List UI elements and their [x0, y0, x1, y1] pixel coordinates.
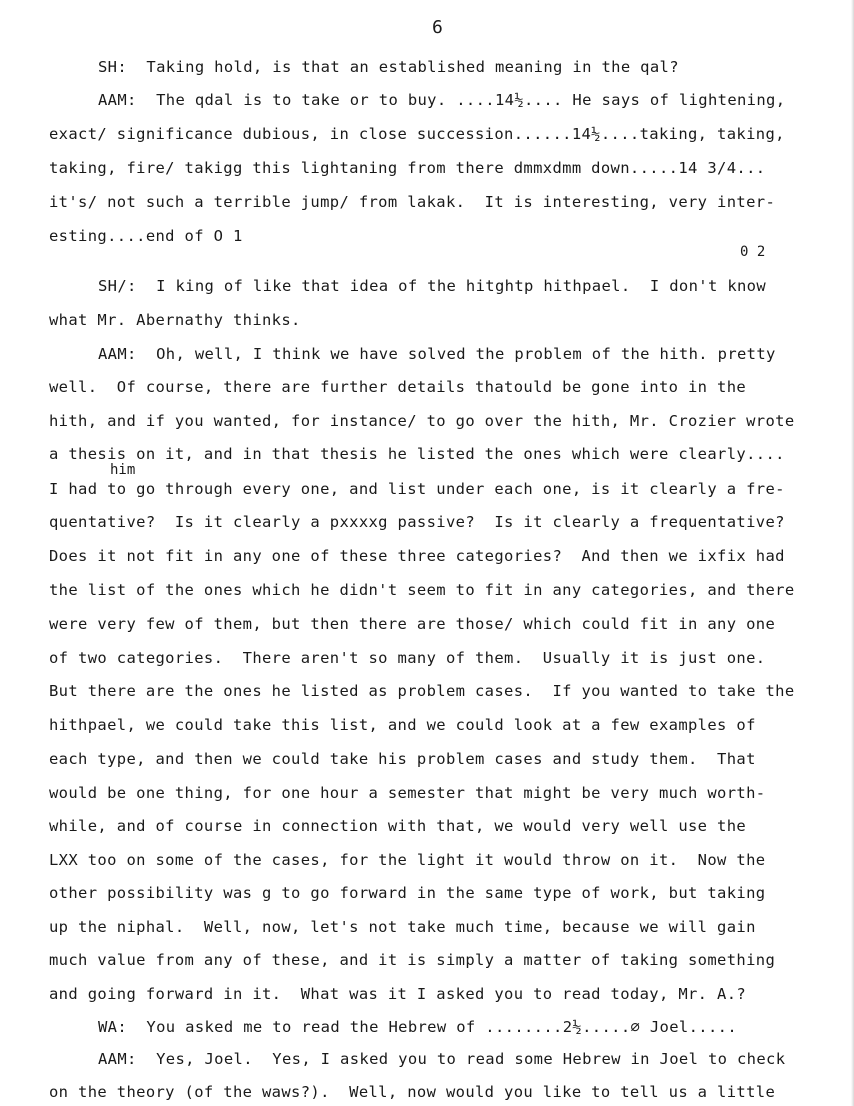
transcript-line: quentative? Is it clearly a pxxxxg passive? Is it clearly a frequentative?: [49, 513, 785, 531]
transcript-line: SH/: I king of like that idea of the hitghtp hithpael. I don't know: [98, 277, 767, 295]
transcript-line: would be one thing, for one hour a semester that might be very much worth-: [49, 784, 766, 802]
page-number: 6: [432, 17, 443, 38]
transcript-line: AAM: Oh, well, I think we have solved the problem of the hith. pretty: [98, 345, 776, 363]
transcript-line: WA: You asked me to read the Hebrew of ........2½.....∅ Joel.....: [98, 1018, 737, 1036]
transcript-line: SH: Taking hold, is that an established meaning in the qal?: [98, 58, 679, 76]
transcript-line: up the niphal. Well, now, let's not take much time, because we will gain: [49, 918, 756, 936]
transcript-line: AAM: The qdal is to take or to buy. ....14½.... He says of lightening,: [98, 91, 786, 109]
transcript-line: esting....end of O 1: [49, 227, 243, 245]
transcript-line: of two categories. There aren't so many of them. Usually it is just one.: [49, 649, 766, 667]
transcript-line: the list of the ones which he didn't seem to fit in any categories, and there: [49, 581, 795, 599]
transcript-line: other possibility was g to go forward in the same type of work, but taking: [49, 884, 766, 902]
transcript-line: each type, and then we could take his problem cases and study them. That: [49, 750, 756, 768]
transcript-line: were very few of them, but then there are those/ which could fit in any one: [49, 615, 776, 633]
transcript-line: hith, and if you wanted, for instance/ to go over the hith, Mr. Crozier wrote: [49, 412, 795, 430]
transcript-line: what Mr. Abernathy thinks.: [49, 311, 301, 329]
transcript-line: hithpael, we could take this list, and we could look at a few examples of: [49, 716, 756, 734]
section-marker: 0 2: [740, 244, 766, 260]
transcript-line: taking, fire/ takigg this lightaning from there dmmxdmm down.....14 3/4...: [49, 159, 766, 177]
transcript-line: it's/ not such a terrible jump/ from lakak. It is interesting, very inter-: [49, 193, 776, 211]
transcript-line: and going forward in it. What was it I asked you to read today, Mr. A.?: [49, 985, 747, 1003]
transcript-line: on the theory (of the waws?). Well, now would you like to tell us a little: [49, 1083, 776, 1101]
transcript-line: exact/ significance dubious, in close succession......14½....taking, taking,: [49, 125, 785, 143]
transcript-line: well. Of course, there are further details thatould be gone into in the: [49, 378, 747, 396]
transcript-line: Does it not fit in any one of these three categories? And then we ixfix had: [49, 547, 785, 565]
transcript-line: much value from any of these, and it is simply a matter of taking something: [49, 951, 776, 969]
interlinear-insert: him: [110, 462, 136, 478]
transcript-line: while, and of course in connection with that, we would very well use the: [49, 817, 747, 835]
transcript-line: LXX too on some of the cases, for the light it would throw on it. Now the: [49, 851, 766, 869]
transcript-line: I had to go through every one, and list under each one, is it clearly a fre-: [49, 480, 785, 498]
transcript-line: a thesis on it, and in that thesis he listed the ones which were clearly....: [49, 445, 785, 463]
transcript-line: AAM: Yes, Joel. Yes, I asked you to read some Hebrew in Joel to check: [98, 1050, 786, 1068]
transcript-line: But there are the ones he listed as problem cases. If you wanted to take the: [49, 682, 795, 700]
